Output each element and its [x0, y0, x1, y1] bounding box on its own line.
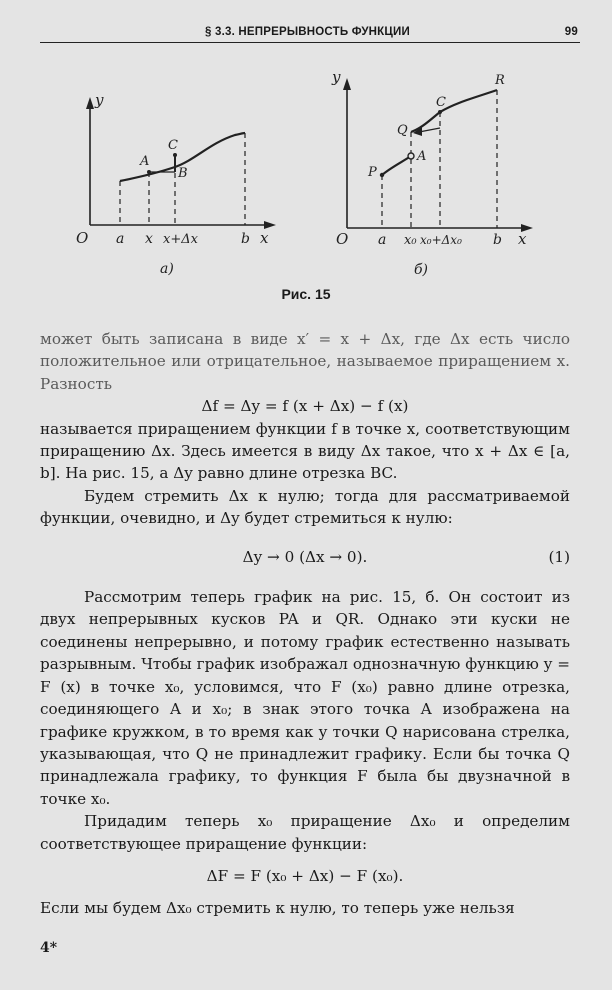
arrow-to-Q — [419, 128, 440, 132]
label-C: C — [436, 95, 446, 110]
figure-b — [322, 62, 542, 280]
tick-x-dx: x+Δx — [163, 232, 198, 247]
label-x: x — [260, 229, 269, 247]
label-x: x — [518, 230, 527, 248]
point-C-dot — [438, 110, 442, 114]
tick-x0: x₀ — [404, 233, 417, 248]
tick-x: x — [145, 231, 153, 247]
running-header — [40, 22, 580, 43]
label-origin: O — [336, 230, 349, 248]
figure-a — [60, 85, 280, 280]
paragraph-1: может быть записана в виде x′ = x + Δx, где Δx есть число положительное или отрицательное, называемое приращением x. Разность — [40, 330, 570, 393]
tick-b: b — [241, 231, 250, 247]
label-A: A — [140, 154, 150, 169]
label-B: B — [178, 166, 188, 181]
point-C-dot — [173, 153, 177, 157]
point-A-circle — [408, 153, 414, 159]
curve-QR — [411, 90, 497, 132]
y-axis-arrow — [86, 97, 94, 109]
page-number: 99 — [564, 26, 578, 38]
paragraph-5: Придадим теперь x₀ приращение Δx₀ и определим соответствующее приращение функции: — [40, 812, 570, 853]
y-axis-arrow — [343, 78, 351, 90]
tick-a: a — [378, 232, 387, 248]
tick-b: b — [493, 232, 502, 248]
paragraph-4: Рассмотрим теперь график на рис. 15, б. Он состоит из двух непрерывных кусков PA и QR. Однако эти куски не соединены непрерывно, и потому график естественно называть разрывным. Чтобы график изображал однозначную функцию y = F (x) в точке x₀, условимся, что F (x₀) равно длине отрезка, соединяющего A и x₀; в знак этого точка A изображена на графике кружком, в то время как у точки Q нарисована стрелка, указывающая, что Q не принадлежит графику. Если бы точка Q принадлежала графику, то функция F была бы двузначной в точке x₀. — [40, 588, 570, 808]
tick-x0-dx: x₀+Δx₀ — [420, 233, 462, 247]
section-title: § 3.3. НЕПРЕРЫВНОСТЬ ФУНКЦИИ — [205, 26, 410, 38]
signature-mark: 4* — [40, 940, 58, 956]
label-A: A — [417, 149, 427, 164]
label-C: C — [168, 138, 178, 153]
x-axis-arrow — [264, 221, 276, 229]
sublabel-b: б) — [414, 262, 429, 278]
paragraph-3: Будем стремить Δx к нулю; тогда для рассматриваемой функции, очевидно, и Δy будет стремиться к нулю: — [40, 486, 570, 528]
formula-1 — [40, 546, 570, 568]
label-P: P — [368, 165, 377, 180]
paragraph-2: называется приращением функции f в точке x, соответствующим приращению Δx. Здесь имеется в виду Δx такое, что x + Δx ∈ [a, b]. На рис. 15, а Δy равно длине отрезка BC. — [40, 419, 570, 483]
point-P-dot — [380, 173, 384, 177]
body-text — [40, 328, 570, 920]
label-origin: O — [76, 229, 89, 247]
formula-1-body: Δy → 0 (Δx → 0). — [242, 547, 368, 566]
paragraph-6: Если мы будем Δx₀ стремить к нулю, то теперь уже нельзя — [40, 899, 515, 918]
label-Q: Q — [397, 123, 408, 138]
tick-a: a — [116, 231, 125, 247]
figure-caption: Рис. 15 — [281, 286, 331, 302]
curve-PA — [382, 156, 411, 175]
formula-delta-F: ΔF = F (x₀ + Δx) − F (x₀). — [206, 866, 404, 885]
equation-number: (1) — [548, 547, 570, 566]
formula-delta-f: Δf = Δy = f (x + Δx) − f (x) — [201, 397, 409, 416]
label-R: R — [495, 73, 505, 88]
point-A-dot — [147, 170, 151, 174]
label-y: y — [332, 68, 341, 86]
label-y: y — [95, 91, 104, 109]
sublabel-a: а) — [160, 261, 174, 277]
